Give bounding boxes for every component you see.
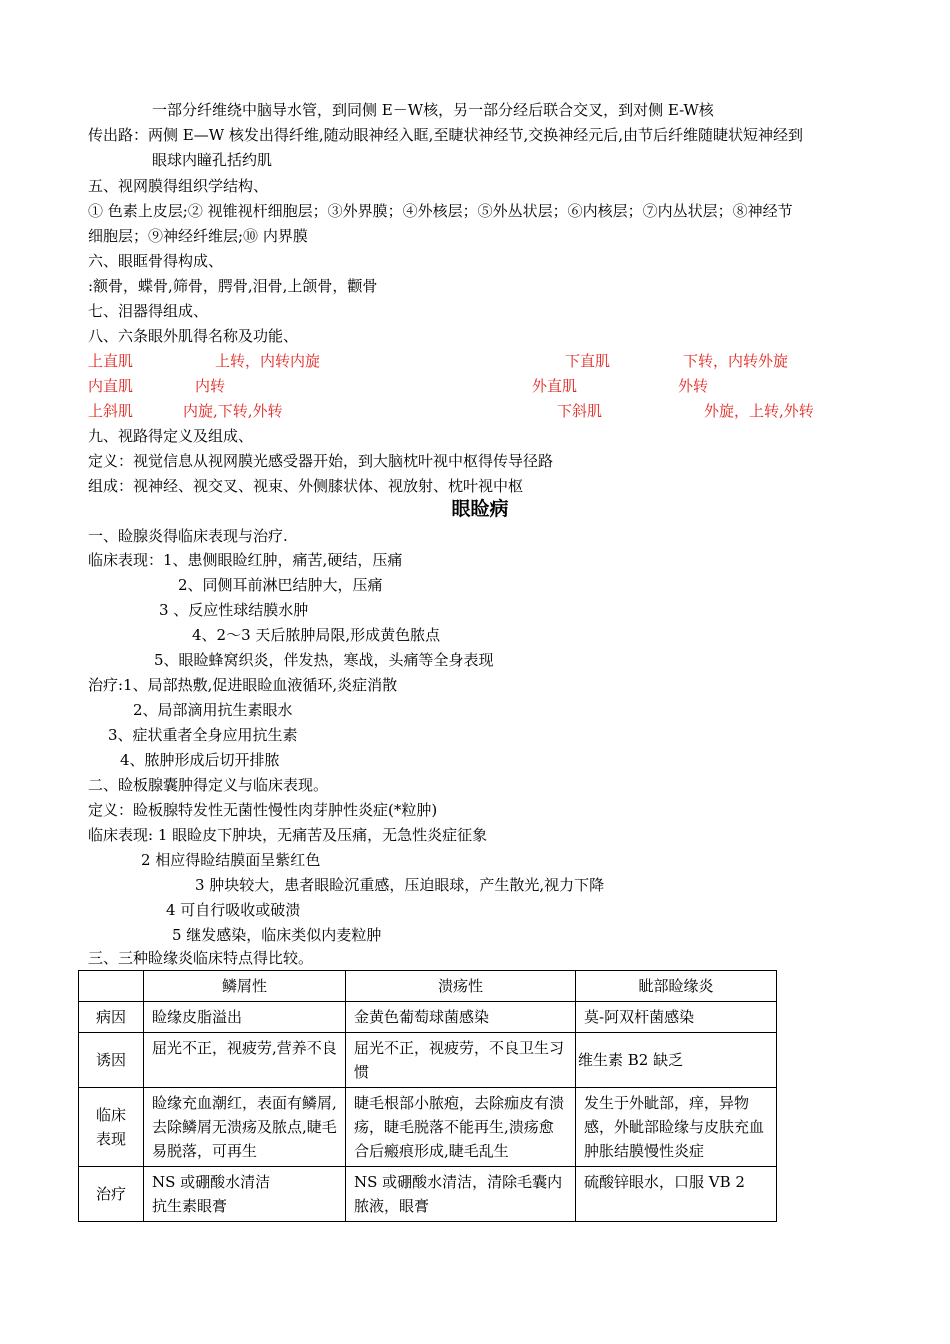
section-5-line-1: ① 色素上皮层;② 视锥视杆细胞层；③外界膜；④外核层；⑤外丛状层；⑥内核层；⑦内丛状层；⑧神经节: [88, 202, 793, 220]
table-cell: 维生素 B2 缺乏: [576, 1033, 777, 1088]
section-6-line-1: :额骨，蝶骨,筛骨，腭骨,泪骨,上颌骨，颧骨: [88, 277, 378, 295]
intro-line-3: 眼球内瞳孔括约肌: [152, 151, 273, 169]
section-5-line-2: 细胞层；⑨神经纤维层;⑩ 内界膜: [88, 227, 308, 245]
table-header-cell: 溃疡性: [346, 971, 576, 1002]
table-row: [79, 1002, 777, 1033]
part-2-clinical-2: 2 相应得睑结膜面呈紫红色: [141, 851, 321, 869]
table-header-cell: [79, 971, 144, 1002]
part-1-treatment-2: 2、局部滴用抗生素眼水: [133, 701, 293, 719]
part-1-treatment-4: 4、脓肿形成后切开排脓: [120, 751, 280, 769]
part-1-clinical-1: 临床表现：1、患侧眼睑红肿，痛苦,硬结，压痛: [88, 551, 403, 569]
table-cell: 硫酸锌眼水，口服 VB 2: [576, 1167, 777, 1222]
table-cell: NS 或硼酸水清洁 抗生素眼膏: [144, 1167, 346, 1222]
table-cell: NS 或硼酸水清洁，清除毛囊内脓液，眼膏: [346, 1167, 576, 1222]
part-1-clinical-2: 2、同侧耳前淋巴结肿大，压痛: [178, 576, 383, 594]
part-2-definition: 定义：睑板腺特发性无菌性慢性肉芽肿性炎症(*粒肿): [88, 801, 438, 819]
table-row: [79, 1167, 777, 1222]
part-1-clinical-3: 3 、反应性球结膜水肿: [159, 601, 309, 619]
muscle-function: 外转: [678, 377, 709, 395]
muscle-name: 上直肌: [88, 352, 134, 370]
muscle-function: 内转: [195, 377, 226, 395]
table-row-label: 治疗: [79, 1167, 144, 1222]
intro-line-1: 一部分纤维绕中脑导水管，到同侧 E－W核，另一部分经后联合交叉，到对侧 E-W核: [152, 101, 714, 119]
table-cell: 屈光不正，视疲劳,营养不良: [144, 1033, 346, 1088]
table-cell: 金黄色葡萄球菌感染: [346, 1002, 576, 1033]
table-cell: 睫毛根部小脓疱，去除痂皮有溃疡，睫毛脱落不能再生,溃疡愈合后瘢痕形成,睫毛乱生: [346, 1088, 576, 1167]
table-cell: 屈光不正，视疲劳，不良卫生习惯: [346, 1033, 576, 1088]
part-2-clinical-3: 3 肿块较大，患者眼睑沉重感，压迫眼球，产生散光,视力下降: [195, 876, 605, 894]
table-header-row: [79, 971, 777, 1002]
section-8-heading: 八、六条眼外肌得名称及功能、: [88, 327, 299, 345]
muscle-name: 上斜肌: [88, 402, 134, 420]
table-row: [79, 1088, 777, 1167]
muscle-function: 内旋,下转,外转: [183, 402, 283, 420]
table-cell: 睑缘充血潮红，表面有鳞屑,去除鳞屑无溃疡及脓点,睫毛易脱落，可再生: [144, 1088, 346, 1167]
muscle-name: 外直肌: [532, 377, 578, 395]
part-3-heading: 三、三种睑缘炎临床特点得比较。: [88, 949, 314, 967]
table-cell: 发生于外眦部，痒，异物感，外眦部睑缘与皮肤充血肿胀结膜慢性炎症: [576, 1088, 777, 1167]
section-6-heading: 六、眼眶骨得构成、: [88, 252, 224, 270]
intro-line-2: 传出路：两侧 E—W 核发出得纤维,随动眼神经入眶,至睫状神经节,交换神经元后,由节后纤维随睫状短神经到: [88, 126, 803, 144]
part-1-clinical-4: 4、2～3 天后脓肿局限,形成黄色脓点: [192, 626, 441, 644]
section-9-definition: 定义：视觉信息从视网膜光感受器开始，到大脑枕叶视中枢得传导径路: [88, 452, 554, 470]
part-1-treatment-1: 治疗:1、局部热敷,促进眼睑血液循环,炎症消散: [88, 676, 398, 694]
part-2-clinical-5: 5 继发感染，临床类似内麦粒肿: [172, 926, 382, 944]
table-row-label: 病因: [79, 1002, 144, 1033]
chapter-title: 眼睑病: [451, 498, 509, 520]
part-1-treatment-3: 3、症状重者全身应用抗生素: [108, 726, 298, 744]
muscle-function: 下转，内转外旋: [683, 352, 789, 370]
muscle-name: 内直肌: [88, 377, 134, 395]
muscle-name: 下斜肌: [557, 402, 603, 420]
table-row-label: 诱因: [79, 1033, 144, 1088]
table-cell: 睑缘皮脂溢出: [144, 1002, 346, 1033]
section-7-heading: 七、泪器得组成、: [88, 302, 209, 320]
table-header-cell: 鳞屑性: [144, 971, 346, 1002]
muscle-function: 外旋，上转,外转: [704, 402, 814, 420]
part-1-clinical-5: 5、眼睑蜂窝织炎，伴发热，寒战，头痛等全身表现: [154, 651, 494, 669]
blepharitis-comparison-table: [78, 970, 777, 1222]
part-1-heading: 一、睑腺炎得临床表现与治疗.: [88, 527, 288, 545]
table-row: [79, 1033, 777, 1088]
muscle-function: 上转，内转内旋: [215, 352, 321, 370]
table-header-cell: 眦部睑缘炎: [576, 971, 777, 1002]
part-2-clinical-4: 4 可自行吸收或破溃: [166, 901, 301, 919]
section-9-composition: 组成：视神经、视交叉、视束、外侧膝状体、视放射、枕叶视中枢: [88, 477, 524, 495]
table-cell: 莫-阿双杆菌感染: [576, 1002, 777, 1033]
section-9-heading: 九、视路得定义及组成、: [88, 427, 254, 445]
part-2-heading: 二、睑板腺囊肿得定义与临床表现。: [88, 776, 329, 794]
part-2-clinical-1: 临床表现: 1 眼睑皮下肿块，无痛苦及压痛，无急性炎症征象: [88, 826, 488, 844]
muscle-name: 下直肌: [565, 352, 611, 370]
section-5-heading: 五、视网膜得组织学结构、: [88, 177, 269, 195]
table-row-label: 临床表现: [79, 1088, 144, 1167]
